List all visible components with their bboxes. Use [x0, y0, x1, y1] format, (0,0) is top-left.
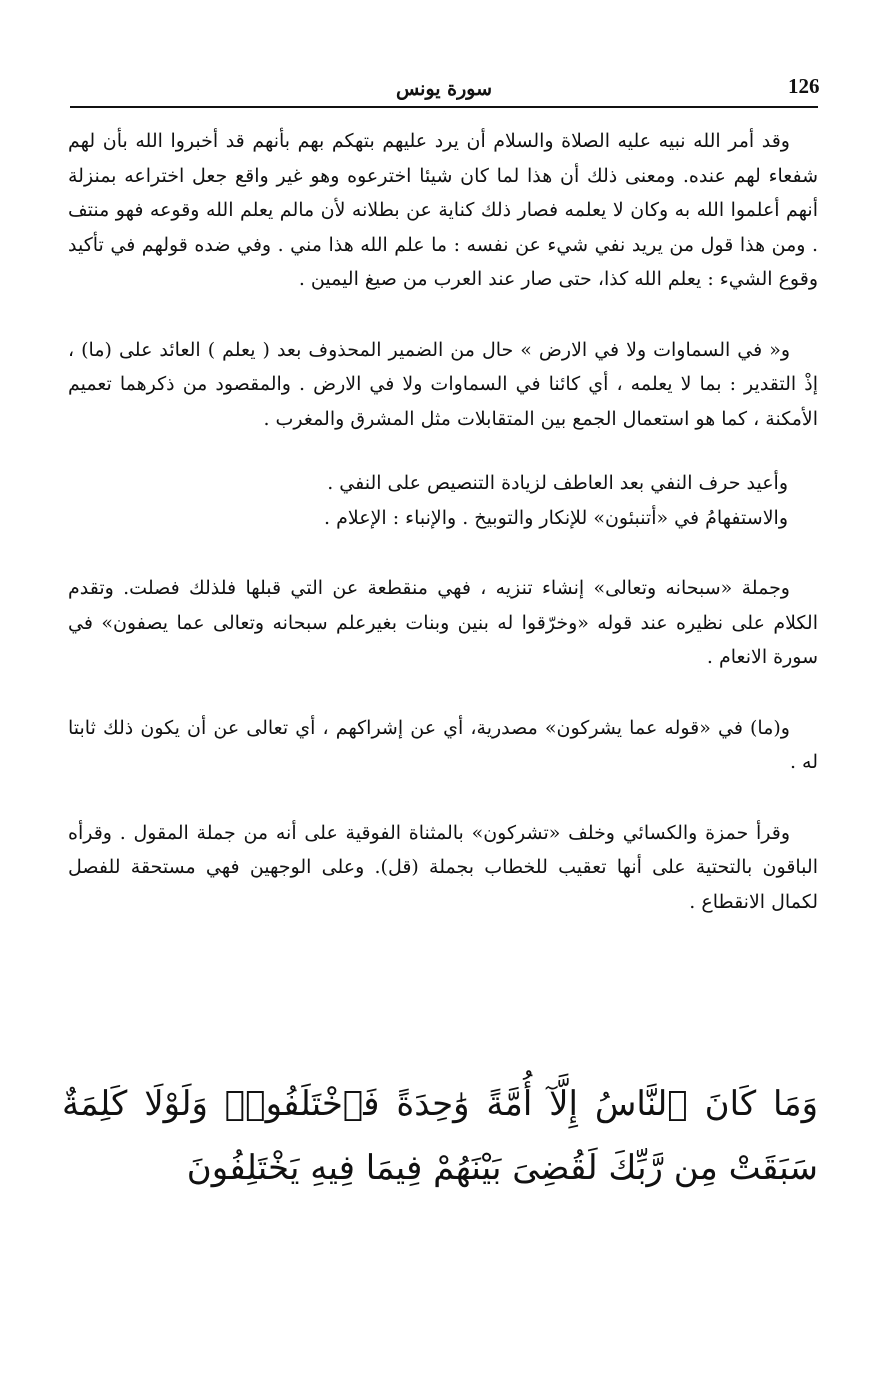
- paragraph-intro: وقد أمر الله نبيه عليه الصلاة والسلام أن يرد عليهم بتهكم بهم بأنهم قد أخبروا الله بأن لهم شفعاء لهم عنده. ومعنى ذلك أن هذا لما كان شيئا اخترعوه وهو غير واقع جعل اختراعه بمنزلة أنهم أعلموا الله به وكان لا يعلمه فصار ذلك كناية عن بطلانه لأن مالم يعلم الله وقوعه فهو منتف . ومن هذا قول من يريد نفي شيء عن نفسه : ما علم الله هذا مني . وفي ضده قولهم في تأكيد وقوع الشيء : يعلم الله كذا، حتى صار عند العرب من صيغ اليمين .: [68, 130, 818, 290]
- paragraph-subhanahu: وجملة «سبحانه وتعالى» إنشاء تنزيه ، فهي منقطعة عن التي قبلها فلذلك فصلت. وتقدم الكلام على نظيره عند قوله «وخرّقوا له بنين وبنات بغيرعلم سبحانه وتعالى عما يصفون» في سورة الانعام .: [68, 577, 818, 668]
- quran-verse: وَمَا كَانَ ٱلنَّاسُ إِلَّآ أُمَّةً وَٰحِدَةً فَٱخْتَلَفُوا۟ وَلَوْلَا كَلِمَةٌ سَبَقَتْ مِن رَّبِّكَ لَقُضِىَ بَيْنَهُمْ فِيمَا فِيهِ يَخْتَلِفُونَ: [62, 1084, 818, 1188]
- page-header: [70, 70, 818, 108]
- page-number: 126: [788, 74, 820, 98]
- paragraph-qiraat: وقرأ حمزة والكسائي وخلف «تشركون» بالمثناة الفوقية على أنه من جملة المقول . وقرأه الباقون بالتحتية على أنها تعقيب للخطاب بجملة (قل). وعلى الوجهين فهي مستحقة للفصل لكمال الانقطاع .: [68, 821, 818, 913]
- short-lines: [68, 466, 818, 535]
- surah-title: سورة يونس: [395, 78, 493, 100]
- commentary-text: [68, 124, 818, 955]
- paragraph-heavens-earth: و« في السماوات ولا في الارض » حال من الضمير المحذوف بعد ( يعلم ) العائد على (ما) ، إذْ التقدير : بما لا يعلمه ، أي كائنا في السماوات ولا في الارض . والمقصود من ذكرهما تعميم الأمكنة ، كما هو استعمال الجمع بين المتقابلات مثل المشرق والمغرب .: [68, 338, 818, 430]
- line-negation: وأعيد حرف النفي بعد العاطف لزيادة التنصيص على النفي .: [327, 472, 788, 494]
- line-interrogation: والاستفهامُ في «أتنبئون» للإنكار والتوبيخ . والإنباء : الإعلام .: [324, 506, 788, 529]
- paragraph-ma-masdariya: و(ما) في «قوله عما يشركون» مصدرية، أي عن إشراكهم ، أي تعالى عن أن يكون ذلك ثابتا له .: [68, 716, 818, 773]
